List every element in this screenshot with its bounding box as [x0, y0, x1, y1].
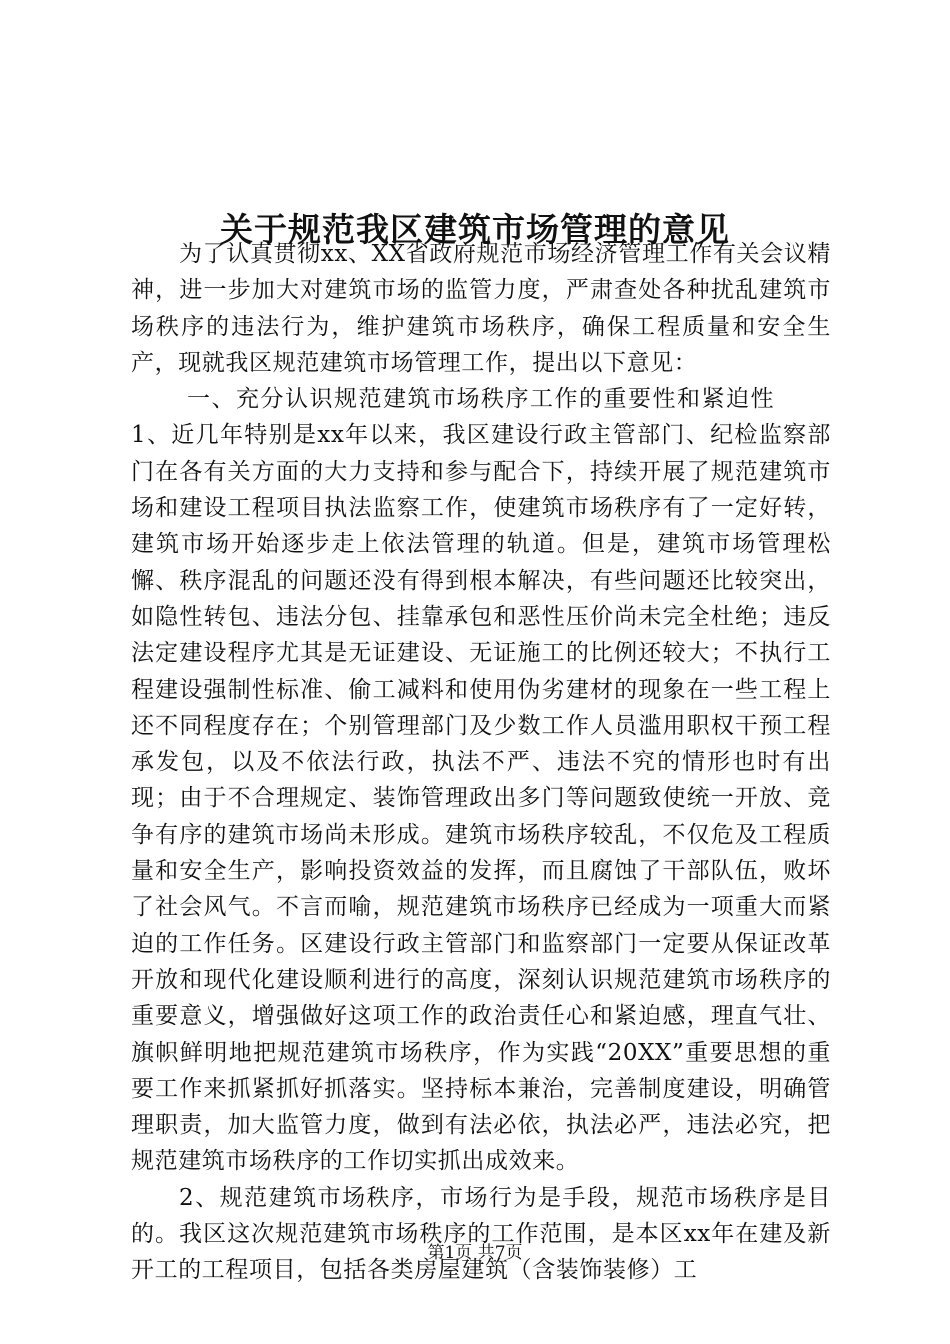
body-paragraph-1: 1、近几年特别是xx年以来，我区建设行政主管部门、纪检监察部门在各有关方面的大力支持和参与配合下，持续开展了规范建筑市场和建设工程项目执法监察工作，使建筑市场秩序有了一定好转，建筑市场开始逐步走上依法管理的轨道。但是，建筑市场管理松懈、秩序混乱的问题还没有得到根本解决，有些问题还比较突出，如隐性转包、违法分包、挂靠承包和恶性压价尚未完全杜绝；违反法定建设程序尤其是无证建设、无证施工的比例还较大；不执行工程建设强制性标准、偷工减料和使用伪劣建材的现象在一些工程上还不同程度存在；个别管理部门及少数工作人员滥用职权干预工程承发包，以及不依法行政，执法不严、违法不究的情形也时有出现；由于不合理规定、装饰管理政出多门等问题致使统一开放、竞争有序的建筑市场尚未形成。建筑市场秩序较乱，不仅危及工程质量和安全生产，影响投资效益的发挥，而且腐蚀了干部队伍，败坏了社会风气。不言而喻，规范建筑市场秩序已经成为一项重大而紧迫的工作任务。区建设行政主管部门和监察部门一定要从保证改革开放和现代化建设顺利进行的高度，深刻认识规范建筑市场秩序的重要意义，增强做好这项工作的政治责任心和紧迫感，理直气壮、旗帜鲜明地把规范建筑市场秩序，作为实践“20XX”重要思想的重要工作来抓紧抓好抓落实。坚持标本兼治，完善制度建设，明确管理职责，加大监管力度，做到有法必依，执法必严，违法必究，把规范建筑市场秩序的工作切实抓出成效来。	[131, 422, 831, 1175]
document-body	[131, 236, 831, 1289]
page-number-footer: 第1页 共7页	[427, 1243, 523, 1263]
body-paragraph-2: 2、规范建筑市场秩序，市场行为是手段，规范市场秩序是目的。我区这次规范建筑市场秩序的工作范围，是本区xx年在建及新开工的工程项目，包括各类房屋建筑（含装饰装修）工	[131, 1184, 831, 1284]
section-heading-1: 一、充分认识规范建筑市场秩序工作的重要性和紧迫性	[187, 386, 775, 413]
intro-paragraph: 为了认真贯彻xx、XX省政府规范市场经济管理工作有关会议精神，进一步加大对建筑市场的监管力度，严肃查处各种扰乱建筑市场秩序的违法行为，维护建筑市场秩序，确保工程质量和安全生产，现就我区规范建筑市场管理工作，提出以下意见：	[131, 241, 831, 376]
document-title: 关于规范我区建筑市场管理的意见	[220, 210, 730, 250]
